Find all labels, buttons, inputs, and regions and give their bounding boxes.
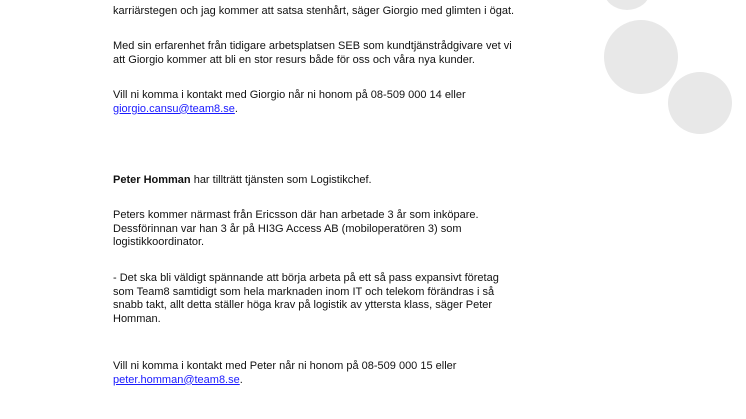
paragraph-line: - Det ska bli väldigt spännande att börja arbeta på ett så pass expansivt företag: [113, 272, 499, 284]
punctuation: .: [234, 102, 238, 115]
paragraph-intro-end: [113, 5, 514, 19]
decorative-circle-middle: [604, 20, 678, 94]
paragraph-line: logistikkoordinator.: [113, 236, 205, 249]
punctuation: .: [239, 373, 243, 386]
paragraph-peter-background: [113, 209, 479, 250]
paragraph-peter-intro: [113, 174, 372, 188]
paragraph-line: som Team8 samtidigt som hela marknaden inom IT och telekom förändras i så: [113, 285, 495, 298]
peter-email-link[interactable]: peter.homman@team8.se: [113, 373, 240, 386]
paragraph-line: Med sin erfarenhet från tidigare arbetsplatsen SEB som kundtjänstrådgivare vet vi: [113, 40, 512, 52]
paragraph-line: Vill ni komma i kontakt med Giorgio når ni honom på 08-509 000 14 eller: [113, 89, 466, 101]
paragraph-line: Peters kommer närmast från Ericsson där han arbetade 3 år som inköpare.: [113, 209, 479, 221]
decorative-circle-right: [668, 72, 732, 134]
paragraph-peter-quote: [113, 272, 499, 326]
paragraph-text: karriärstegen och jag kommer att satsa stenhårt, säger Giorgio med glimten i ögat.: [113, 5, 515, 17]
paragraph-line: Homman.: [113, 312, 161, 325]
paragraph-line: Dessförinnan var han 3 år på HI3G Access AB (mobiloperatören 3) som: [113, 222, 462, 235]
decorative-circle-top: [604, 0, 650, 10]
paragraph-seb: [113, 40, 512, 67]
giorgio-email-link[interactable]: giorgio.cansu@team8.se: [113, 102, 235, 115]
paragraph-line: Vill ni komma i kontakt med Peter når ni honom på 08-509 000 15 eller: [113, 360, 457, 372]
paragraph-line: snabb takt, allt detta ställer höga krav på logistik av yttersta klass, säger Peter: [113, 299, 493, 312]
paragraph-line: att Giorgio kommer att bli en stor resurs både för oss och våra nya kunder.: [113, 53, 475, 66]
person-name: Peter Homman: [113, 174, 191, 186]
paragraph-text: har tillträtt tjänsten som Logistikchef.: [190, 174, 372, 186]
paragraph-peter-contact: [113, 360, 456, 387]
paragraph-giorgio-contact: [113, 89, 466, 116]
